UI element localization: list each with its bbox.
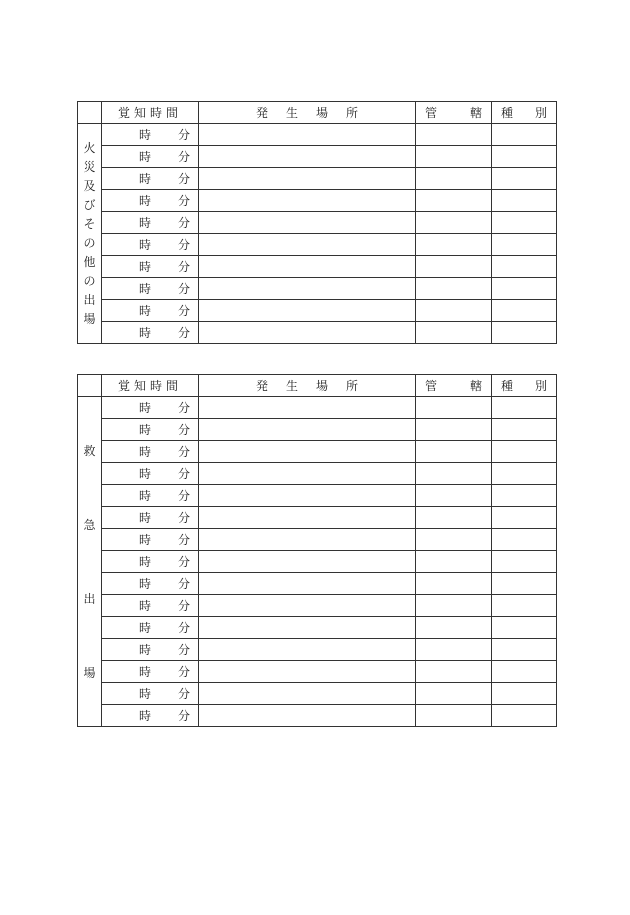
minute-unit-label: 分 [177,326,190,340]
jurisdiction-cell[interactable] [416,551,492,573]
header-location-char: 場 [316,379,329,393]
location-cell[interactable] [199,529,416,551]
header-type [492,375,557,397]
type-cell[interactable] [492,617,557,639]
section-label-char: 救 [83,443,96,458]
minute-unit-label: 分 [177,533,190,547]
section-label-char: 出 [83,292,96,307]
table-row [78,551,557,573]
time-cell[interactable] [102,278,199,300]
hour-unit-label: 時 [139,599,152,613]
minute-unit-label: 分 [177,238,190,252]
hour-unit-label: 時 [139,423,152,437]
header-jurisdiction [416,102,492,124]
table-row [78,639,557,661]
jurisdiction-cell[interactable] [416,278,492,300]
table-row [78,278,557,300]
location-cell[interactable] [199,441,416,463]
header-type-char: 別 [534,106,547,120]
header-location-char: 所 [346,379,359,393]
jurisdiction-cell[interactable] [416,419,492,441]
hour-unit-label: 時 [139,621,152,635]
type-cell[interactable] [492,463,557,485]
header-jurisdiction-char: 管 [425,106,438,120]
table-row [78,168,557,190]
table-row [78,683,557,705]
type-cell[interactable] [492,639,557,661]
ambulance-dispatch-table [77,374,557,727]
location-cell[interactable] [199,300,416,322]
minute-unit-label: 分 [177,621,190,635]
time-cell[interactable] [102,485,199,507]
location-cell[interactable] [199,485,416,507]
hour-unit-label: 時 [139,489,152,503]
header-location-char: 発 [255,106,268,120]
table-row [78,300,557,322]
time-cell[interactable] [102,661,199,683]
jurisdiction-cell[interactable] [416,190,492,212]
minute-unit-label: 分 [177,643,190,657]
fire-dispatch-table [77,101,557,344]
hour-unit-label: 時 [139,445,152,459]
location-cell[interactable] [199,278,416,300]
time-cell[interactable] [102,639,199,661]
type-cell[interactable] [492,485,557,507]
minute-unit-label: 分 [177,401,190,415]
section-label-char: 場 [83,311,96,326]
type-cell[interactable] [492,661,557,683]
jurisdiction-cell[interactable] [416,485,492,507]
jurisdiction-cell[interactable] [416,212,492,234]
minute-unit-label: 分 [177,599,190,613]
hour-unit-label: 時 [139,304,152,318]
location-cell[interactable] [199,397,416,419]
type-cell[interactable] [492,419,557,441]
time-cell[interactable] [102,441,199,463]
minute-unit-label: 分 [177,467,190,481]
time-cell[interactable] [102,419,199,441]
header-type-char: 種 [501,106,514,120]
hour-unit-label: 時 [139,665,152,679]
header-location-char: 所 [346,106,359,120]
minute-unit-label: 分 [177,665,190,679]
location-cell[interactable] [199,322,416,344]
jurisdiction-cell[interactable] [416,234,492,256]
minute-unit-label: 分 [177,687,190,701]
hour-unit-label: 時 [139,577,152,591]
jurisdiction-cell[interactable] [416,705,492,727]
header-corner-cell [78,102,102,124]
hour-unit-label: 時 [139,511,152,525]
table-row [78,322,557,344]
type-cell[interactable] [492,322,557,344]
type-cell[interactable] [492,190,557,212]
location-cell[interactable] [199,595,416,617]
type-cell[interactable] [492,441,557,463]
jurisdiction-cell[interactable] [416,661,492,683]
hour-unit-label: 時 [139,326,152,340]
table-row [78,485,557,507]
table-row [78,441,557,463]
section-label-char: 及 [83,178,96,193]
header-location-char: 生 [285,379,298,393]
hour-unit-label: 時 [139,260,152,274]
minute-unit-label: 分 [177,128,190,142]
table-row [78,573,557,595]
minute-unit-label: 分 [177,555,190,569]
table-row [78,661,557,683]
header-jurisdiction-char: 轄 [469,379,482,393]
location-cell[interactable] [199,146,416,168]
minute-unit-label: 分 [177,260,190,274]
jurisdiction-cell[interactable] [416,639,492,661]
jurisdiction-cell[interactable] [416,168,492,190]
location-cell[interactable] [199,705,416,727]
header-awareness-time [102,102,199,124]
minute-unit-label: 分 [177,194,190,208]
location-cell[interactable] [199,551,416,573]
minute-unit-label: 分 [177,282,190,296]
time-cell[interactable] [102,507,199,529]
minute-unit-label: 分 [177,172,190,186]
time-cell[interactable] [102,124,199,146]
minute-unit-label: 分 [177,150,190,164]
minute-unit-label: 分 [177,445,190,459]
location-cell[interactable] [199,212,416,234]
time-cell[interactable] [102,595,199,617]
time-cell[interactable] [102,234,199,256]
section-label-char: の [83,273,96,288]
type-cell[interactable] [492,573,557,595]
section-label-char: 災 [83,159,96,174]
header-jurisdiction [416,375,492,397]
table-row [78,529,557,551]
header-jurisdiction-char: 轄 [469,106,482,120]
type-cell[interactable] [492,256,557,278]
jurisdiction-cell[interactable] [416,617,492,639]
location-cell[interactable] [199,639,416,661]
type-cell[interactable] [492,551,557,573]
table-row [78,234,557,256]
table-row [78,146,557,168]
section-label-char: び [83,197,96,212]
jurisdiction-cell[interactable] [416,146,492,168]
hour-unit-label: 時 [139,194,152,208]
section-label-char: 場 [83,665,96,680]
section-label [78,397,102,727]
minute-unit-label: 分 [177,577,190,591]
table-row [78,212,557,234]
location-cell[interactable] [199,190,416,212]
hour-unit-label: 時 [139,533,152,547]
time-cell[interactable] [102,397,199,419]
table-row [78,595,557,617]
time-cell[interactable] [102,463,199,485]
type-cell[interactable] [492,168,557,190]
type-cell[interactable] [492,397,557,419]
time-cell[interactable] [102,529,199,551]
time-cell[interactable] [102,705,199,727]
minute-unit-label: 分 [177,709,190,723]
type-cell[interactable] [492,300,557,322]
header-location-char: 発 [255,379,268,393]
time-cell[interactable] [102,683,199,705]
location-cell[interactable] [199,168,416,190]
header-type-char: 種 [501,379,514,393]
header-location [199,102,416,124]
time-cell[interactable] [102,212,199,234]
location-cell[interactable] [199,124,416,146]
type-cell[interactable] [492,146,557,168]
location-cell[interactable] [199,661,416,683]
section-label-char: 火 [83,140,96,155]
location-cell[interactable] [199,617,416,639]
header-type [492,102,557,124]
jurisdiction-cell[interactable] [416,683,492,705]
jurisdiction-cell[interactable] [416,463,492,485]
type-cell[interactable] [492,529,557,551]
header-location [199,375,416,397]
section-label-char: 他 [83,254,96,269]
location-cell[interactable] [199,463,416,485]
location-cell[interactable] [199,234,416,256]
time-cell[interactable] [102,256,199,278]
section-label-char: の [83,235,96,250]
hour-unit-label: 時 [139,150,152,164]
hour-unit-label: 時 [139,238,152,252]
table-row [78,507,557,529]
time-cell[interactable] [102,146,199,168]
minute-unit-label: 分 [177,489,190,503]
jurisdiction-cell[interactable] [416,529,492,551]
minute-unit-label: 分 [177,216,190,230]
location-cell[interactable] [199,573,416,595]
hour-unit-label: 時 [139,401,152,415]
hour-unit-label: 時 [139,467,152,481]
type-cell[interactable] [492,595,557,617]
minute-unit-label: 分 [177,423,190,437]
header-awareness-time-label: 覚知時間 [117,106,182,120]
section-label-char: そ [83,216,96,231]
jurisdiction-cell[interactable] [416,300,492,322]
hour-unit-label: 時 [139,709,152,723]
hour-unit-label: 時 [139,172,152,186]
table-row [78,190,557,212]
hour-unit-label: 時 [139,555,152,569]
table-row [78,463,557,485]
hour-unit-label: 時 [139,128,152,142]
header-location-char: 場 [316,106,329,120]
jurisdiction-cell[interactable] [416,256,492,278]
jurisdiction-cell[interactable] [416,595,492,617]
table-row [78,124,557,146]
time-cell[interactable] [102,190,199,212]
table-row [78,705,557,727]
type-cell[interactable] [492,705,557,727]
header-row [78,375,557,397]
location-cell[interactable] [199,683,416,705]
time-cell[interactable] [102,322,199,344]
jurisdiction-cell[interactable] [416,441,492,463]
table-row [78,617,557,639]
header-corner-cell [78,375,102,397]
hour-unit-label: 時 [139,282,152,296]
time-cell[interactable] [102,551,199,573]
header-awareness-time-label: 覚知時間 [117,379,182,393]
section-label-char: 急 [83,517,96,532]
time-cell[interactable] [102,573,199,595]
location-cell[interactable] [199,507,416,529]
hour-unit-label: 時 [139,643,152,657]
section-label-char: 出 [83,591,96,606]
type-cell[interactable] [492,507,557,529]
location-cell[interactable] [199,419,416,441]
time-cell[interactable] [102,168,199,190]
type-cell[interactable] [492,124,557,146]
time-cell[interactable] [102,617,199,639]
jurisdiction-cell[interactable] [416,573,492,595]
type-cell[interactable] [492,234,557,256]
table-row [78,256,557,278]
header-row [78,102,557,124]
minute-unit-label: 分 [177,304,190,318]
location-cell[interactable] [199,256,416,278]
time-cell[interactable] [102,300,199,322]
header-type-char: 別 [534,379,547,393]
jurisdiction-cell[interactable] [416,124,492,146]
hour-unit-label: 時 [139,216,152,230]
jurisdiction-cell[interactable] [416,397,492,419]
header-location-char: 生 [285,106,298,120]
hour-unit-label: 時 [139,687,152,701]
type-cell[interactable] [492,278,557,300]
jurisdiction-cell[interactable] [416,322,492,344]
jurisdiction-cell[interactable] [416,507,492,529]
section-label [78,124,102,344]
table-row [78,419,557,441]
table-row [78,397,557,419]
header-awareness-time [102,375,199,397]
type-cell[interactable] [492,683,557,705]
minute-unit-label: 分 [177,511,190,525]
header-jurisdiction-char: 管 [425,379,438,393]
type-cell[interactable] [492,212,557,234]
